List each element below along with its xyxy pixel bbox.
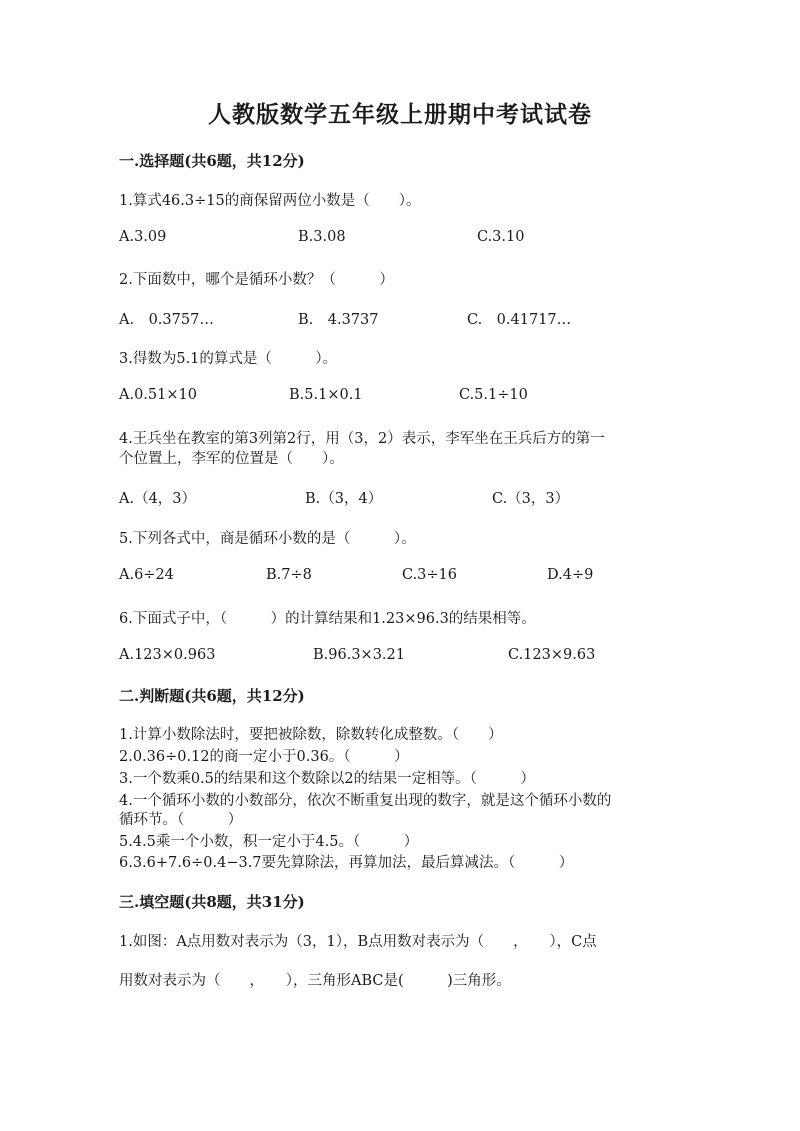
question-1-option-c: C.3.10 — [477, 229, 525, 245]
judge-line-3: 3.一个数乘0.5的结果和这个数除以2的结果一定相等。（ ） — [119, 771, 535, 787]
question-5-stem: 5.下列各式中，商是循环小数的是（ ）。 — [119, 531, 416, 547]
page-title: 人教版数学五年级上册期中考试试卷 — [208, 101, 592, 128]
question-4-option-c: C.（3，3） — [492, 491, 570, 507]
question-1-option-b: B.3.08 — [298, 229, 346, 245]
question-3-option-c: C.5.1÷10 — [459, 387, 528, 403]
judge-line-1: 1.计算小数除法时，要把被除数，除数转化成整数。（ ） — [119, 727, 503, 743]
section-heading-fill-blank: 三.填空题(共8题，共31分) — [119, 893, 305, 911]
question-5-option-a: A.6÷24 — [119, 567, 174, 583]
section-heading-true-false: 二.判断题(共6题，共12分) — [119, 687, 305, 705]
question-1-stem: 1.算式46.3÷15的商保留两位小数是（ ）。 — [119, 193, 421, 209]
question-4-option-b: B.（3，4） — [305, 491, 383, 507]
question-4-option-a: A.（4，3） — [119, 491, 197, 507]
question-5-option-c: C.3÷16 — [402, 567, 458, 583]
question-4-stem-line-2: 个位置上，李军的位置是（ ）。 — [119, 451, 344, 467]
question-6-option-a: A.123×0.963 — [119, 647, 216, 663]
question-2-option-a: A. 0.3757… — [119, 312, 214, 328]
question-5-option-b: B.7÷8 — [266, 567, 312, 583]
question-3-stem: 3.得数为5.1的算式是（ ）。 — [119, 351, 338, 367]
question-4-stem-line-1: 4.王兵坐在教室的第3列第2行，用（3，2）表示，李军坐在王兵后方的第一 — [119, 431, 605, 447]
judge-line-7: 6.3.6+7.6÷0.4−3.7要先算除法，再算加法，最后算减法。（ ） — [119, 855, 574, 871]
question-3-option-b: B.5.1×0.1 — [289, 387, 363, 403]
question-2-stem: 2.下面数中，哪个是循环小数？（ ） — [119, 272, 394, 288]
question-2-option-b: B. 4.3737 — [298, 312, 379, 328]
judge-line-2: 2.0.36÷0.12的商一定小于0.36。（ ） — [119, 749, 409, 765]
judge-line-6: 5.4.5乘一个小数，积一定小于4.5。（ ） — [119, 834, 419, 850]
question-5-option-d: D.4÷9 — [547, 567, 594, 583]
fill-line-1: 1.如图：A点用数对表示为（3，1），B点用数对表示为（ ， ），C点 — [119, 934, 597, 950]
question-3-option-a: A.0.51×10 — [119, 387, 197, 403]
question-6-option-c: C.123×9.63 — [508, 647, 596, 663]
fill-line-2: 用数对表示为（ ， ），三角形ABC是( )三角形。 — [119, 973, 511, 989]
judge-line-5: 循环节。（ ） — [119, 812, 243, 828]
section-heading-choice: 一.选择题(共6题，共12分) — [119, 152, 305, 170]
question-6-stem: 6.下面式子中，（ ）的计算结果和1.23×96.3的结果相等。 — [119, 611, 536, 627]
question-1-option-a: A.3.09 — [119, 229, 167, 245]
question-6-option-b: B.96.3×3.21 — [313, 647, 405, 663]
judge-line-4: 4.一个循环小数的小数部分，依次不断重复出现的数字，就是这个循环小数的 — [119, 793, 612, 809]
question-2-option-c: C. 0.41717… — [467, 312, 572, 328]
